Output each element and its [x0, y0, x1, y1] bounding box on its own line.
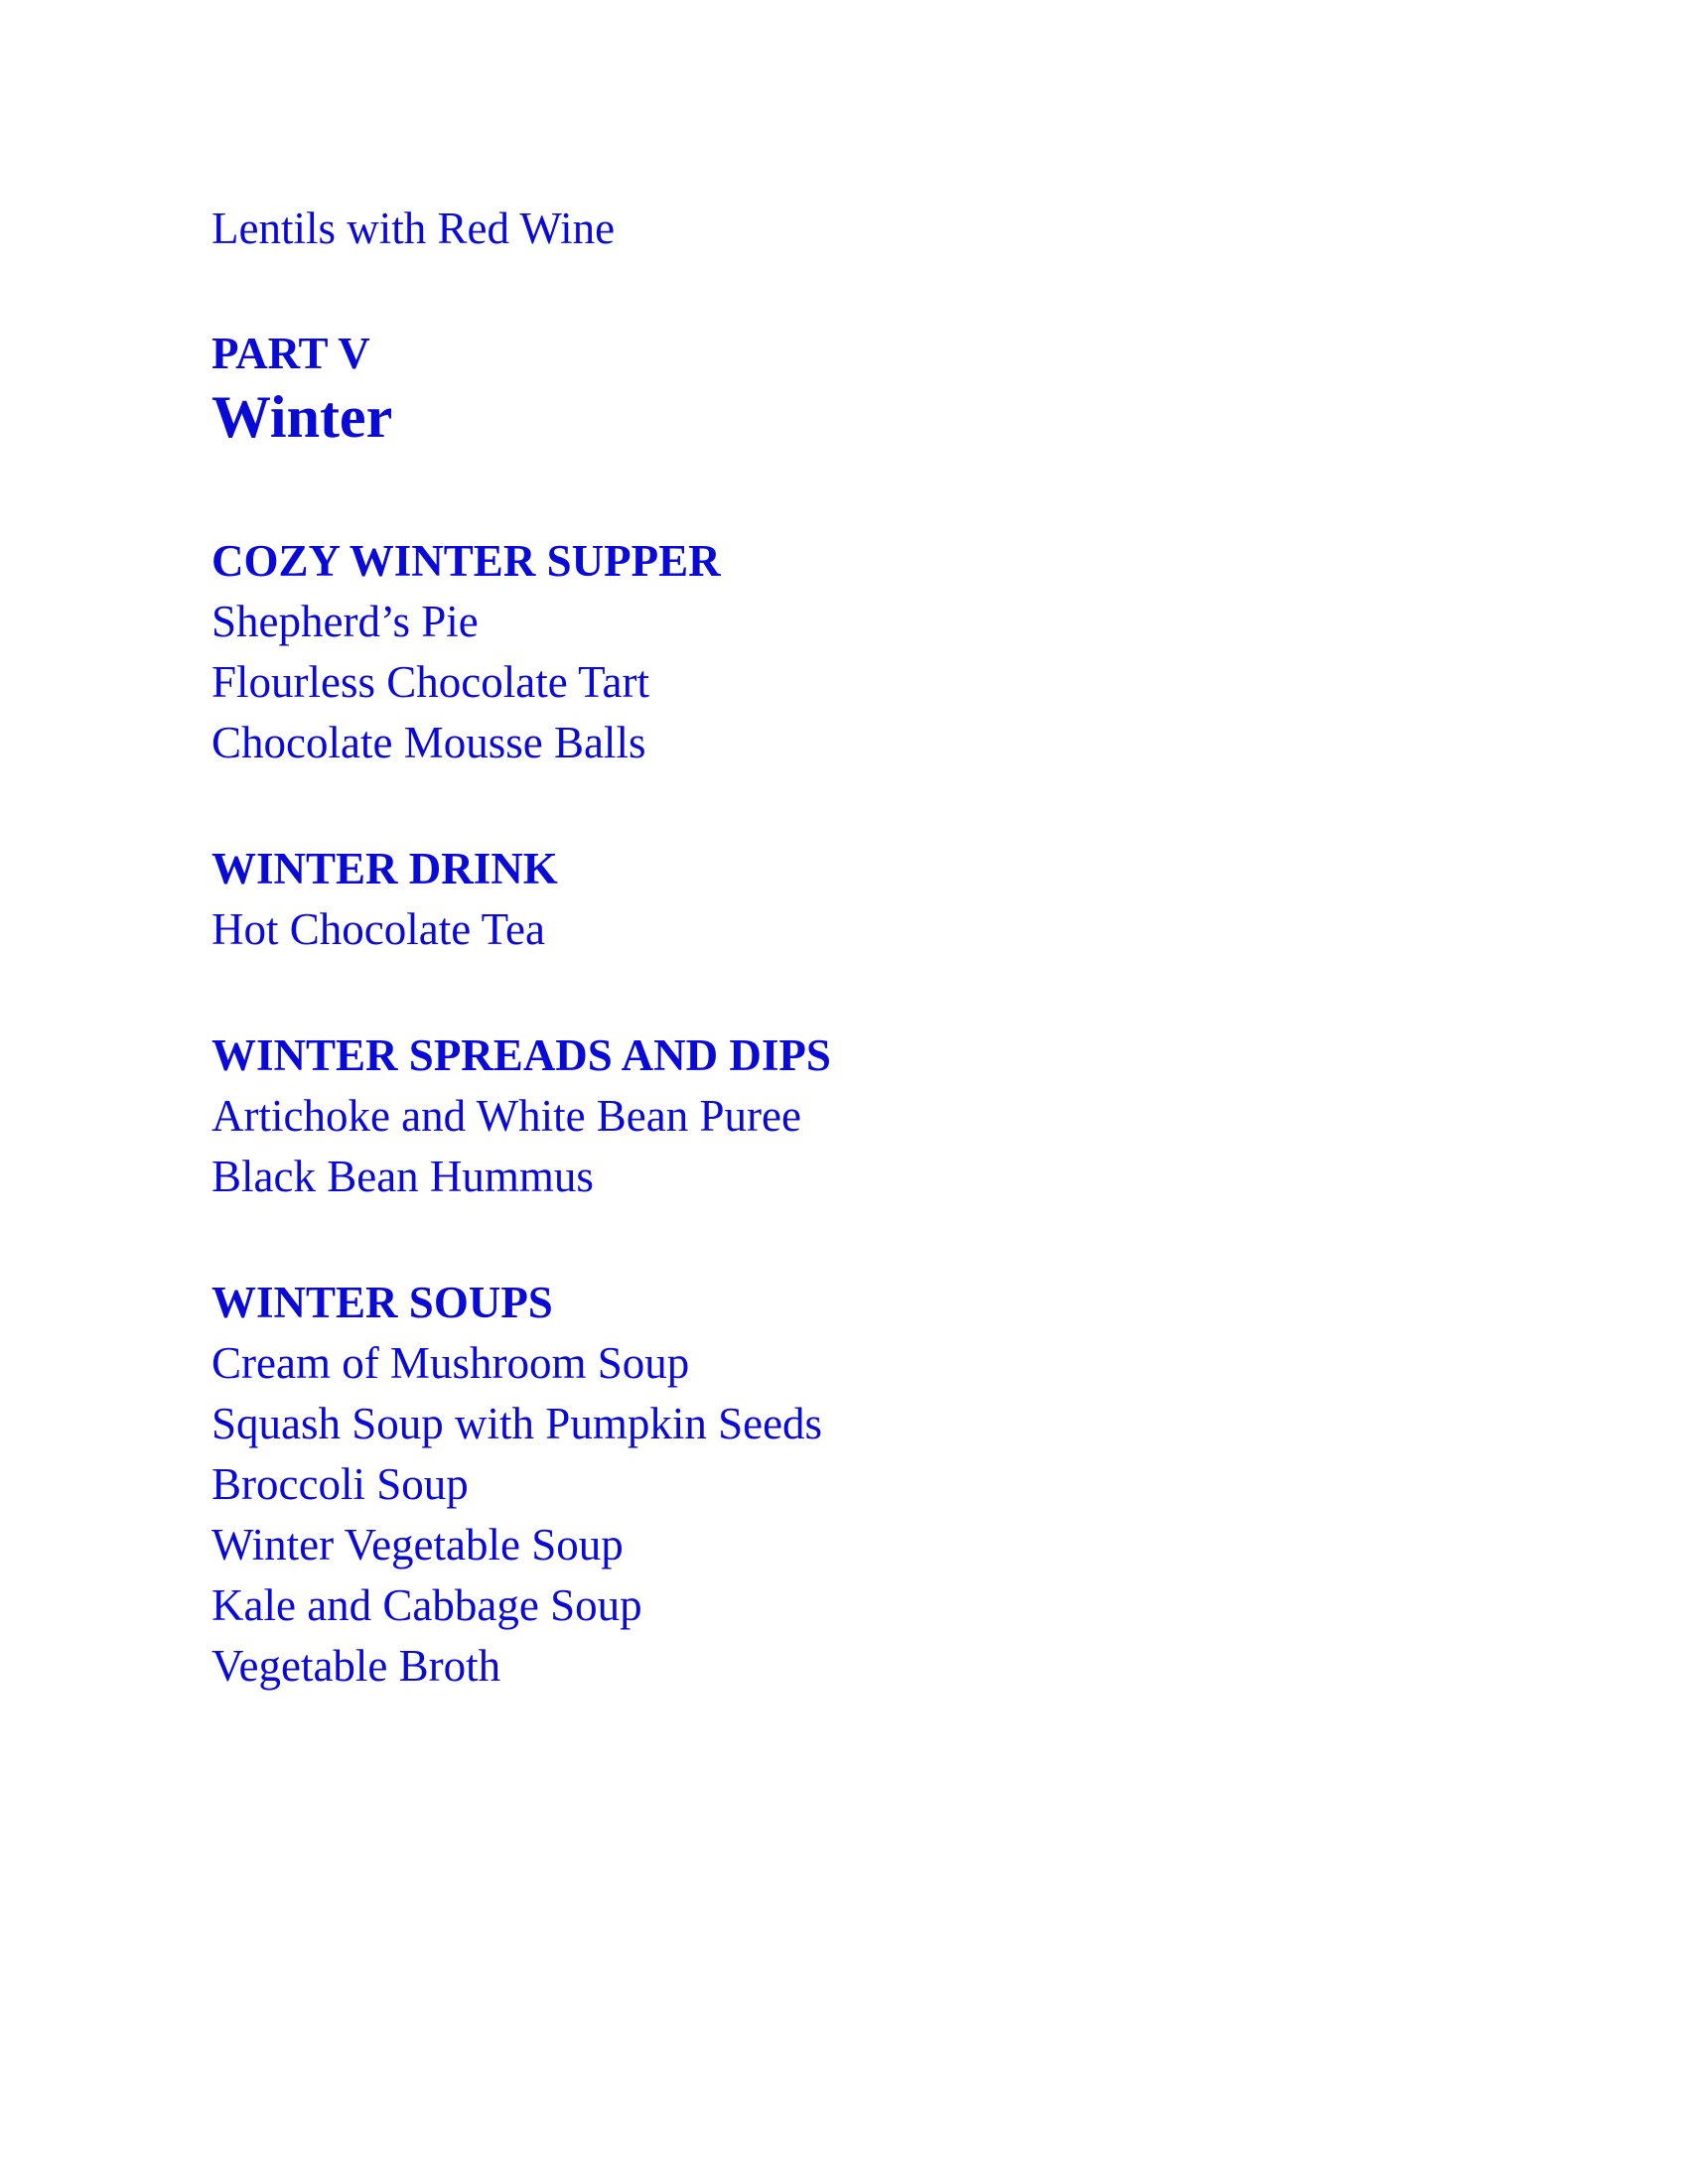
section-heading[interactable]: WINTER DRINK — [211, 844, 558, 893]
part-header — [211, 325, 1502, 452]
section-cozy-winter-supper — [211, 531, 1502, 773]
section-winter-drink — [211, 839, 1502, 960]
toc-entry[interactable]: Vegetable Broth — [211, 1641, 501, 1691]
toc-entry[interactable]: Shepherd’s Pie — [211, 597, 479, 646]
toc-entry[interactable]: Squash Soup with Pumpkin Seeds — [211, 1399, 823, 1448]
toc-entry[interactable]: Winter Vegetable Soup — [211, 1520, 624, 1570]
part-title[interactable]: Winter — [211, 384, 393, 450]
toc-entry[interactable]: Cream of Mushroom Soup — [211, 1338, 690, 1388]
section-winter-spreads-and-dips — [211, 1025, 1502, 1207]
toc-entry[interactable]: Broccoli Soup — [211, 1459, 469, 1509]
toc-entry[interactable]: Black Bean Hummus — [211, 1152, 594, 1201]
part-label[interactable]: PART V — [211, 329, 370, 378]
section-heading[interactable]: WINTER SPREADS AND DIPS — [211, 1030, 831, 1080]
table-of-contents-page — [211, 199, 1502, 1697]
toc-entry[interactable]: Kale and Cabbage Soup — [211, 1580, 642, 1630]
toc-entry[interactable]: Chocolate Mousse Balls — [211, 718, 646, 767]
section-heading[interactable]: COZY WINTER SUPPER — [211, 536, 721, 586]
toc-entry[interactable]: Hot Chocolate Tea — [211, 904, 545, 954]
toc-entry[interactable]: Flourless Chocolate Tart — [211, 657, 649, 707]
toc-entry-lentils-with-red-wine[interactable]: Lentils with Red Wine — [211, 204, 616, 253]
section-heading[interactable]: WINTER SOUPS — [211, 1278, 553, 1327]
toc-entry[interactable]: Artichoke and White Bean Puree — [211, 1091, 801, 1141]
section-winter-soups — [211, 1273, 1502, 1697]
